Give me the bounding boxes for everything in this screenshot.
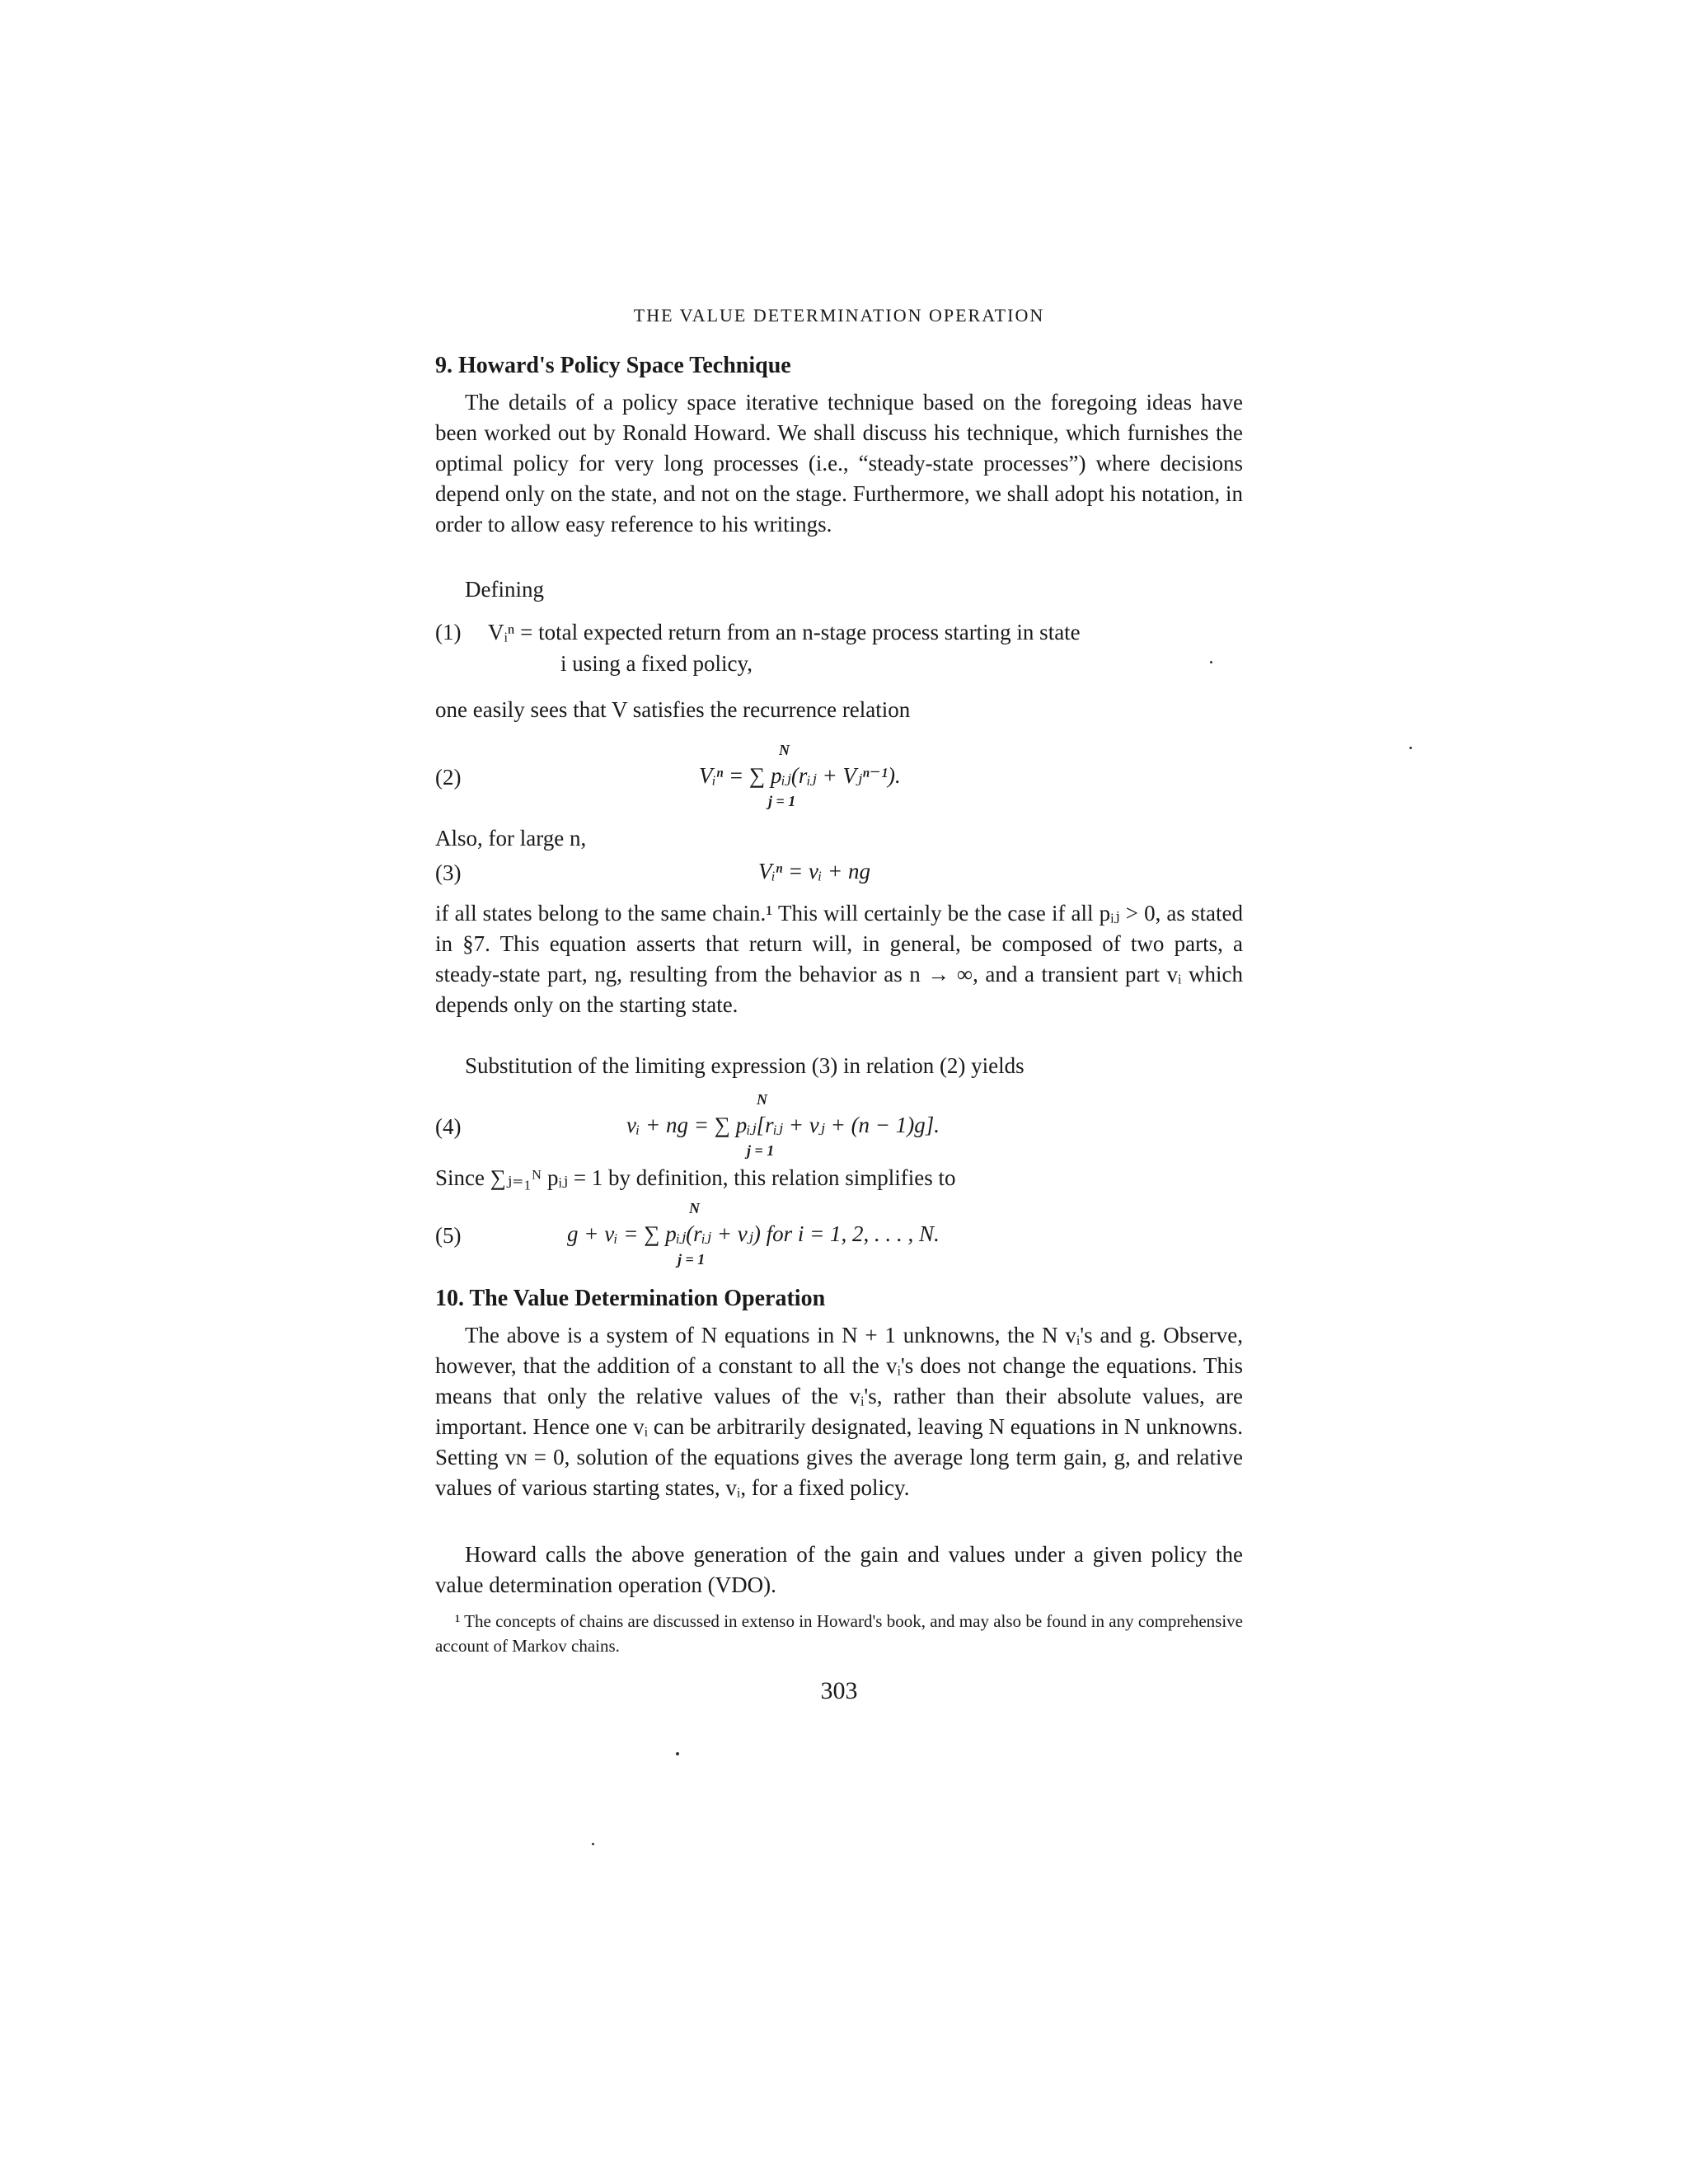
section-10-heading: 10. The Value Determination Operation: [435, 1286, 826, 1311]
section-10-paragraph-2: Howard calls the above generation of the gain and values under a given policy the value determination operation (VDO).: [435, 1542, 1243, 1597]
substitution-text: Substitution of the limiting expression (3) in relation (2) yields: [465, 1053, 1025, 1078]
scan-speck: [676, 1752, 679, 1755]
equation-4-sum-lower: j = 1: [747, 1142, 775, 1159]
scan-speck: [1409, 747, 1412, 749]
equation-3-number: (3): [435, 860, 462, 885]
also-text: Also, for large n,: [435, 826, 587, 851]
section-9-paragraph-1: The details of a policy space iterative technique based on the foregoing ideas have been worked out by Ronald Howard. We shall discuss his technique, which furnishes the optimal policy for very long processes (i.e., “steady-state processes”) where decisions depend only on the state, and not on the stage. Furthermore, we shall adopt his notation, in order to allow easy reference to his writings.: [435, 390, 1243, 537]
equation-5-sum-upper: N: [689, 1200, 700, 1216]
equation-1-line-b: i using a fixed policy,: [560, 651, 753, 676]
running-head: THE VALUE DETERMINATION OPERATION: [633, 305, 1045, 326]
equation-3: Vᵢⁿ = vᵢ + ng: [758, 859, 870, 883]
equation-5-sum-lower: j = 1: [678, 1251, 706, 1268]
equation-5-number: (5): [435, 1223, 462, 1248]
defining-label: Defining: [465, 577, 544, 602]
equation-1-number: (1): [435, 620, 462, 644]
equation-2-sum-lower: j = 1: [768, 793, 796, 809]
after-equation-1-text: one easily sees that V satisfies the recurrence relation: [435, 697, 911, 722]
section-9-heading: 9. Howard's Policy Space Technique: [435, 353, 791, 378]
equation-4-sum-upper: N: [757, 1091, 767, 1108]
since-text: Since ∑ⱼ₌₁ᴺ pᵢⱼ = 1 by definition, this relation simplifies to: [435, 1165, 956, 1190]
equation-4-number: (4): [435, 1114, 462, 1139]
page-number: 303: [820, 1677, 858, 1704]
equation-2-number: (2): [435, 765, 462, 790]
section-9-paragraph-2: if all states belong to the same chain.¹ This will certainly be the case if all pᵢⱼ > 0, as stated in §7. This equation asserts that return will, in general, be composed of two parts, a steady-state part, ng, resulting from the behavior as n → ∞, and a transient part vᵢ which depends only on the starting state.: [435, 901, 1243, 1017]
scan-speck: [592, 1843, 594, 1845]
equation-5: g + vᵢ = ∑ pᵢⱼ(rᵢⱼ + vⱼ) for i = 1, 2, . . . , N.: [567, 1221, 940, 1246]
scan-speck: [1210, 661, 1212, 663]
equation-2-sum-upper: N: [779, 742, 790, 758]
section-10-paragraph-1: The above is a system of N equations in N + 1 unknowns, the N vᵢ's and g. Observe, however, that the addition of a constant to all the vᵢ's does not change the equations. This means that only the relative values of the vᵢ's, rather than their absolute values, are important. Hence one vᵢ can be arbitrarily designated, leaving N equations in N unknowns. Setting vɴ = 0, solution of the equations gives the average long term gain, g, and relative values of various starting states, vᵢ, for a fixed policy.: [435, 1323, 1243, 1500]
equation-4: vᵢ + ng = ∑ pᵢⱼ[rᵢⱼ + vⱼ + (n − 1)g].: [626, 1113, 940, 1137]
footnote: ¹ The concepts of chains are discussed in extenso in Howard's book, and may also be found in any comprehensive account of Markov chains.: [435, 1611, 1243, 1656]
equation-2: Vᵢⁿ = ∑ pᵢⱼ(rᵢⱼ + Vⱼⁿ⁻¹).: [699, 763, 901, 788]
equation-1-line-a: Vᵢⁿ = total expected return from an n-stage process starting in state: [488, 620, 1081, 644]
